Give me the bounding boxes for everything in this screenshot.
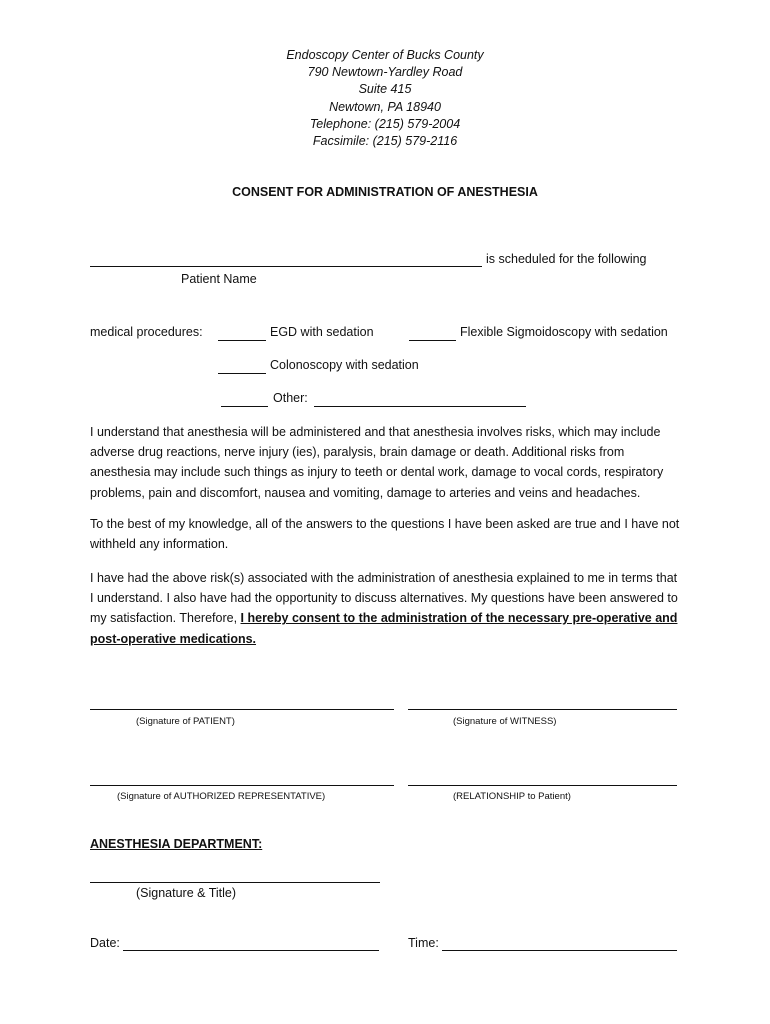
- patient-name-field[interactable]: [90, 266, 482, 267]
- anesthesia-signature-field[interactable]: [90, 882, 380, 883]
- representative-signature-label: (Signature of AUTHORIZED REPRESENTATIVE): [117, 791, 326, 802]
- truthfulness-paragraph: To the best of my knowledge, all of the answers to the questions I have been asked are true and I have not withheld any information.: [90, 517, 680, 552]
- time-label: Time:: [408, 936, 439, 950]
- colonoscopy-checkbox-line[interactable]: [218, 373, 266, 374]
- flex-sig-option: Flexible Sigmoidoscopy with sedation: [460, 325, 668, 339]
- witness-signature-label: (Signature of WITNESS): [453, 716, 557, 727]
- consent-text: I have had the above risk(s) associated with the administration of anesthesia explained to me in terms that I understand. I also have had the opportunity to discuss alternatives. My questions have been answered to my satisfaction. Therefore,: [90, 571, 678, 626]
- facility-address: 790 Newtown-Yardley Road: [307, 65, 463, 80]
- document-title: CONSENT FOR ADMINISTRATION OF ANESTHESIA: [232, 185, 538, 199]
- relationship-label: (RELATIONSHIP to Patient): [453, 791, 571, 802]
- other-option-label: Other:: [273, 391, 308, 405]
- anesthesia-department-heading: ANESTHESIA DEPARTMENT:: [90, 837, 263, 851]
- facility-telephone: Telephone: (215) 579-2004: [309, 116, 461, 131]
- facility-fax: Facsimile: (215) 579-2116: [312, 134, 458, 149]
- representative-signature-field[interactable]: [90, 785, 394, 786]
- date-field[interactable]: [123, 950, 379, 951]
- egd-checkbox-line[interactable]: [218, 340, 266, 341]
- flex-checkbox-line[interactable]: [409, 340, 456, 341]
- egd-option: EGD with sedation: [270, 325, 374, 339]
- facility-suite: Suite 415: [358, 82, 412, 97]
- patient-name-label: Patient Name: [181, 272, 257, 286]
- colonoscopy-option: Colonoscopy with sedation: [270, 358, 419, 372]
- consent-paragraph: [90, 568, 680, 649]
- procedures-label: medical procedures:: [90, 325, 203, 339]
- signature-title-label: (Signature & Title): [136, 886, 237, 900]
- risk-paragraph: I understand that anesthesia will be administered and that anesthesia involves risks, which may include adverse drug reactions, nerve injury (ies), paralysis, brain damage or death. Additional risks from anesthesia may include such things as injury to teeth or dental work, damage to vocal cords, respiratory problems, pain and discomfort, nausea and vomiting, damage to arteries and veins and headaches.: [90, 425, 664, 500]
- other-checkbox-line[interactable]: [221, 406, 268, 407]
- other-procedure-field[interactable]: [314, 406, 526, 407]
- date-label: Date:: [90, 936, 120, 950]
- relationship-field[interactable]: [408, 785, 677, 786]
- witness-signature-field[interactable]: [408, 709, 677, 710]
- consent-statement: I hereby consent to the administration of the necessary pre-operative and post-operative medications.: [90, 611, 678, 646]
- patient-signature-field[interactable]: [90, 709, 394, 710]
- facility-name: Endoscopy Center of Bucks County: [286, 48, 484, 62]
- scheduled-text: is scheduled for the following: [486, 252, 647, 266]
- facility-city: Newtown, PA 18940: [329, 99, 441, 114]
- patient-signature-label: (Signature of PATIENT): [136, 716, 235, 727]
- facility-header: [0, 47, 770, 150]
- time-field[interactable]: [442, 950, 677, 951]
